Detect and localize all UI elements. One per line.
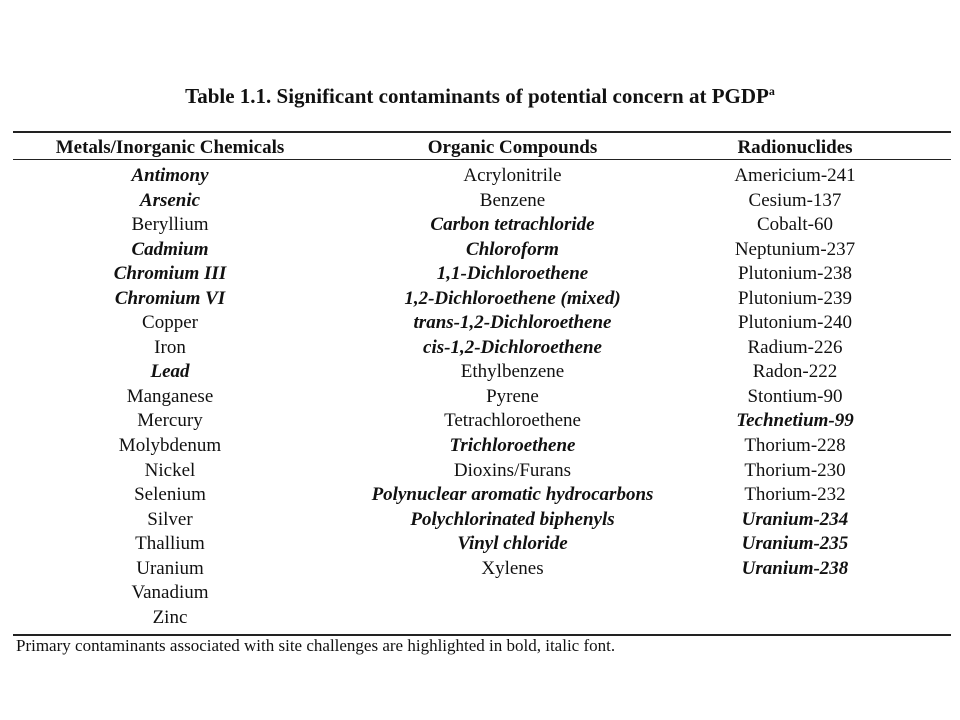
contaminant-item: Thorium-230 (744, 459, 846, 481)
column-header-organics: Organic Compounds (427, 137, 598, 158)
contaminant-item: Uranium-238 (741, 557, 849, 579)
contaminant-item: trans-1,2-Dichloroethene (413, 312, 612, 334)
contaminant-item: Americium-241 (734, 165, 856, 186)
contaminant-item: Molybdenum (118, 435, 222, 457)
title-footnote-marker: a (768, 84, 775, 98)
header-rule (13, 159, 951, 160)
contaminant-item: Silver (147, 508, 193, 530)
contaminant-item: Mercury (137, 410, 203, 432)
contaminant-item: Polynuclear aromatic hydrocarbons (371, 484, 654, 506)
table-title (0, 84, 960, 109)
contaminant-item: Selenium (134, 484, 206, 506)
contaminant-item: Vinyl chloride (457, 533, 568, 555)
contaminant-item: Carbon tetrachloride (430, 214, 595, 236)
contaminant-item: Thallium (135, 533, 205, 555)
contaminant-item: Trichloroethene (449, 435, 576, 457)
contaminant-item: Dioxins/Furans (453, 459, 572, 481)
contaminant-item: Technetium-99 (736, 410, 854, 432)
contaminant-item: Uranium-235 (741, 533, 849, 555)
contaminant-item: Manganese (126, 385, 214, 407)
radionuclides-list (700, 164, 890, 581)
contaminant-item: Polychlorinated biphenyls (410, 508, 615, 530)
contaminant-item: Plutonium-238 (737, 263, 852, 285)
organics-list (310, 164, 715, 581)
contaminant-item: Radium-226 (747, 336, 843, 358)
table-footnote: Primary contaminants associated with site challenges are highlighted in bold, italic font. (16, 636, 616, 655)
contaminant-item: Xylenes (481, 557, 544, 579)
contaminant-item: Copper (142, 312, 198, 334)
contaminant-item: Ethylbenzene (460, 361, 565, 383)
contaminant-item: Tetrachloroethene (444, 410, 581, 432)
contaminant-item: Zinc (152, 606, 188, 628)
contaminant-item: Plutonium-240 (737, 312, 852, 334)
contaminant-item: Cobalt-60 (757, 214, 833, 236)
contaminant-item: 1,1-Dichloroethene (436, 263, 589, 285)
contaminant-item: Nickel (144, 459, 196, 481)
contaminant-item: Iron (154, 336, 186, 358)
contaminant-item: Uranium (136, 557, 204, 579)
contaminant-item: Thorium-232 (744, 484, 846, 506)
contaminant-item: Benzene (479, 189, 546, 211)
contaminant-item: Beryllium (131, 214, 209, 236)
contaminant-item: Chromium III (113, 263, 227, 285)
metals-list (30, 164, 310, 630)
contaminant-item: Cesium-137 (748, 189, 842, 211)
contaminant-item: Thorium-228 (744, 435, 846, 457)
contaminant-item: Radon-222 (752, 361, 838, 383)
contaminant-item: 1,2-Dichloroethene (mixed) (404, 287, 621, 309)
column-header-radionuclides: Radionuclides (737, 137, 853, 158)
contaminant-item: Pyrene (486, 385, 539, 407)
contaminant-item: Antimony (131, 165, 209, 186)
contaminant-item: Stontium-90 (747, 385, 843, 407)
table-title-text: Table 1.1. Significant contaminants of potential concern at PGDP (185, 84, 769, 108)
contaminant-item: Uranium-234 (741, 508, 849, 530)
contaminant-item: Chromium VI (114, 287, 226, 309)
column-header-metals: Metals/Inorganic Chemicals (55, 137, 285, 158)
contaminant-item: Cadmium (131, 238, 209, 260)
contaminant-item: Vanadium (131, 582, 209, 604)
contaminant-item: cis-1,2-Dichloroethene (423, 336, 602, 358)
contaminant-item: Plutonium-239 (737, 287, 852, 309)
contaminant-item: Lead (150, 361, 190, 383)
table-top-rule (13, 131, 951, 133)
contaminant-item: Acrylonitrile (463, 165, 562, 186)
contaminant-item: Neptunium-237 (734, 238, 856, 260)
contaminant-item: Arsenic (139, 189, 201, 211)
contaminant-item: Chloroform (466, 238, 559, 260)
